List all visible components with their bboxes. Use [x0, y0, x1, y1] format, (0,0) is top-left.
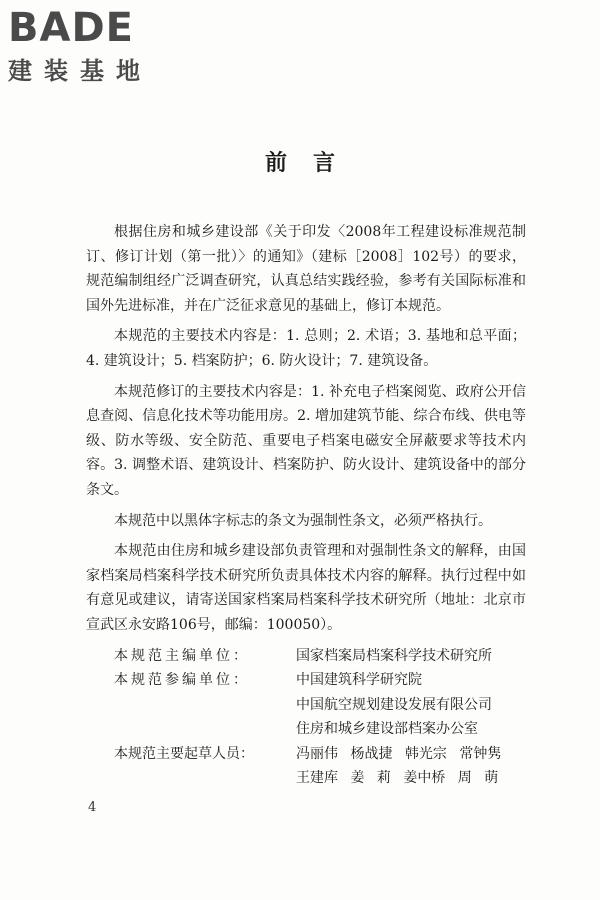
- drafters-row: [86, 742, 526, 791]
- participating-units-list: [296, 668, 526, 742]
- paragraph-revision-content: 本规范修订的主要技术内容是：1. 补充电子档案阅览、政府公开信息查阅、信息化技术等功能用房。2. 增加建筑节能、综合布线、供电等级、防水等级、安全防范、重要电子档案电磁安全屏蔽要求等技术内容。3. 调整术语、建筑设计、档案防护、防火设计、建筑设备中的部分条文。: [86, 383, 526, 498]
- logo-brand: BADE: [8, 5, 134, 51]
- drafters-line: 王建库 姜 莉 姜中桥 周 萌: [296, 770, 499, 787]
- drafters-line: 冯丽伟 杨战捷 韩光宗 常钟隽: [296, 745, 502, 762]
- page-number: 4: [88, 800, 97, 815]
- document-body: [86, 220, 526, 791]
- participating-unit: 中国航空规划建设发展有限公司: [296, 696, 492, 713]
- chief-unit-label: 本规范主编单位：: [114, 647, 250, 664]
- participating-unit: 中国建筑科学研究院: [296, 672, 422, 689]
- logo-subtitle: 建装基地: [8, 57, 152, 85]
- logo: [8, 6, 178, 86]
- participating-units-label: 本规范参编单位：: [114, 672, 250, 689]
- drafters-list: [296, 742, 526, 791]
- chief-unit-value: 国家档案局档案科学技术研究所: [296, 647, 492, 664]
- drafters-label: 本规范主要起草人员：: [114, 745, 254, 762]
- paragraph-mandatory-clauses: 本规范中以黑体字标志的条文为强制性条文，必须严格执行。: [114, 512, 492, 529]
- participating-unit: 住房和城乡建设部档案办公室: [296, 721, 478, 738]
- paragraph-main-content: 本规范的主要技术内容是：1. 总则；2. 术语；3. 基地和总平面；4. 建筑设计；5. 档案防护；6. 防火设计；7. 建筑设备。: [86, 328, 526, 369]
- chief-unit-row: [86, 644, 526, 669]
- page-title: 前言: [264, 151, 361, 176]
- paragraph-management: 本规范由住房和城乡建设部负责管理和对强制性条文的解释，由国家档案局档案科学技术研究所负责具体技术内容的解释。执行过程中如有意见或建议，请寄送国家档案局档案科学技术研究所（地址：北京市宣武区永安路106号，邮编：100050）。: [86, 543, 526, 633]
- participating-units-row: [86, 668, 526, 742]
- paragraph-revision-basis: 根据住房和城乡建设部《关于印发〈2008年工程建设标准规范制订、修订计划（第一批）〉的通知》（建标［2008］102号）的要求，规范编制组经广泛调查研究，认真总结实践经验，参考有关国际标准和国外先进标准，并在广泛征求意见的基础上，修订本规范。: [86, 224, 526, 314]
